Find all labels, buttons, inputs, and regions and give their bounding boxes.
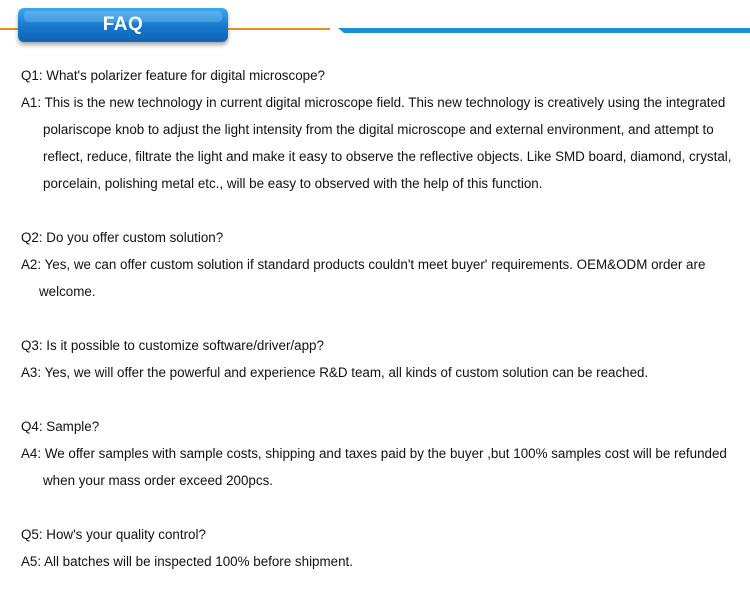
faq-item-1 [21,62,741,197]
faq-question: Q2: Do you offer custom solution? [21,230,224,245]
faq-title: FAQ [102,14,144,35]
faq-item-3 [21,332,741,386]
faq-answer: A3: Yes, we will offer the powerful and experience R&D team, all kinds of custom solution can be reached. [21,365,649,380]
faq-list [21,62,741,602]
faq-item-4 [21,413,741,494]
faq-answer: A5: All batches will be inspected 100% before shipment. [21,554,353,569]
faq-question: Q5: How's your quality control? [21,527,206,542]
faq-header [0,0,750,48]
faq-title-badge [18,8,228,42]
faq-question: Q4: Sample? [21,419,100,434]
faq-question: Q3: Is it possible to customize software/driver/app? [21,338,324,353]
faq-question: Q1: What's polarizer feature for digital microscope? [21,68,325,83]
faq-answer: A1: This is the new technology in current digital microscope field. This new technology is creatively using the integrated polariscope knob to adjust the light intensity from the digital microscope and external environment, and attempt to reflect, reduce, filtrate the light and make it easy to observe the reflective objects. Like SMD board, diamond, crystal, porcelain, polishing metal etc., will be easy to observed with the help of this function. [21,95,732,191]
faq-answer: A2: Yes, we can offer custom solution if standard products couldn't meet buyer' requirements. OEM&ODM order are welcome. [21,257,706,299]
header-blue-rule [338,28,750,33]
faq-answer: A4: We offer samples with sample costs, shipping and taxes paid by the buyer ,but 100% samples cost will be refunded when your mass order exceed 200pcs. [21,446,727,488]
faq-item-5 [21,521,741,575]
faq-item-2 [21,224,741,305]
